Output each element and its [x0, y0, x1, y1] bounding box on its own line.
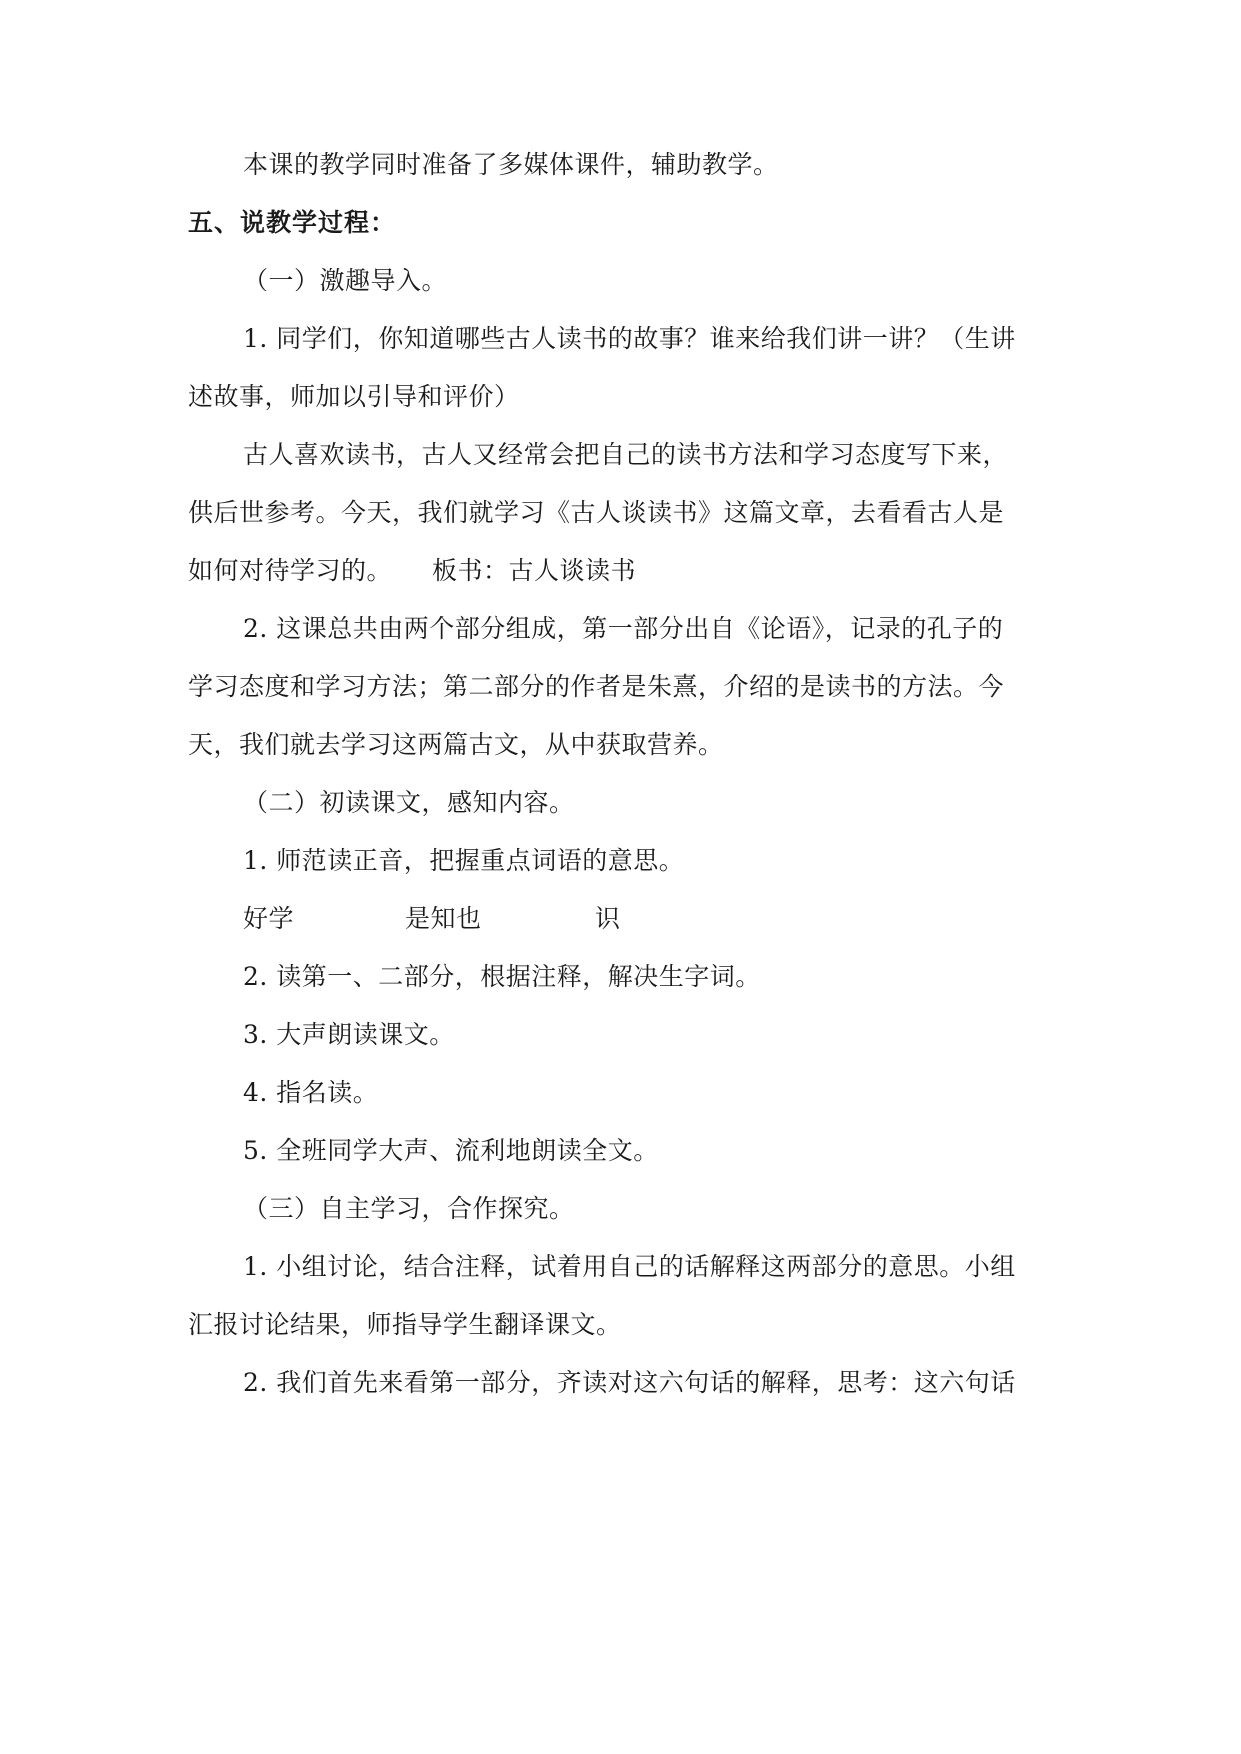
- paragraph-line: 供后世参考。今天，我们就学习《古人谈读书》这篇文章，去看看古人是: [188, 498, 1005, 527]
- paragraph-line: 5. 全班同学大声、流利地朗读全文。: [243, 1136, 659, 1165]
- vocab-word: 是知也: [405, 904, 482, 933]
- paragraph-line: 4. 指名读。: [243, 1078, 379, 1107]
- paragraph-line: 3. 大声朗读课文。: [243, 1020, 455, 1049]
- paragraph-line: 汇报讨论结果，师指导学生翻译课文。: [188, 1310, 622, 1339]
- paragraph-line: [188, 554, 1058, 588]
- blackboard-note: 板书：古人谈读书: [432, 556, 637, 585]
- paragraph-line: 2. 这课总共由两个部分组成，第一部分出自《论语》，记录的孔子的: [243, 614, 1004, 643]
- paragraph-text: 如何对待学习的。: [188, 556, 393, 585]
- subsection-heading: （三）自主学习，合作探究。: [243, 1194, 575, 1223]
- paragraph-line: 2. 我们首先来看第一部分，齐读对这六句话的解释，思考：这六句话: [243, 1368, 1016, 1397]
- paragraph-line: 天，我们就去学习这两篇古文，从中获取营养。: [188, 730, 724, 759]
- section-heading: 五、说教学过程：: [188, 208, 397, 237]
- paragraph-line: 1. 师范读正音，把握重点词语的意思。: [243, 846, 685, 875]
- paragraph-line: 述故事，师加以引导和评价）: [188, 382, 520, 411]
- vocab-word: 好学: [243, 904, 295, 933]
- paragraph-line: 古人喜欢读书，古人又经常会把自己的读书方法和学习态度写下来，: [243, 440, 1009, 469]
- paragraph-line: 学习态度和学习方法；第二部分的作者是朱熹，介绍的是读书的方法。今: [188, 672, 1005, 701]
- subsection-heading: （一）激趣导入。: [243, 266, 448, 295]
- paragraph-line: 1. 同学们，你知道哪些古人读书的故事？谁来给我们讲一讲？（生讲: [243, 324, 1016, 353]
- paragraph-line: 1. 小组讨论，结合注释，试着用自己的话解释这两部分的意思。小组: [243, 1252, 1016, 1281]
- paragraph-line: 2. 读第一、二部分，根据注释，解决生字词。: [243, 962, 761, 991]
- paragraph-line: 本课的教学同时准备了多媒体课件，辅助教学。: [243, 150, 779, 179]
- vocab-word: 识: [595, 904, 621, 933]
- subsection-heading: （二）初读课文，感知内容。: [243, 788, 575, 817]
